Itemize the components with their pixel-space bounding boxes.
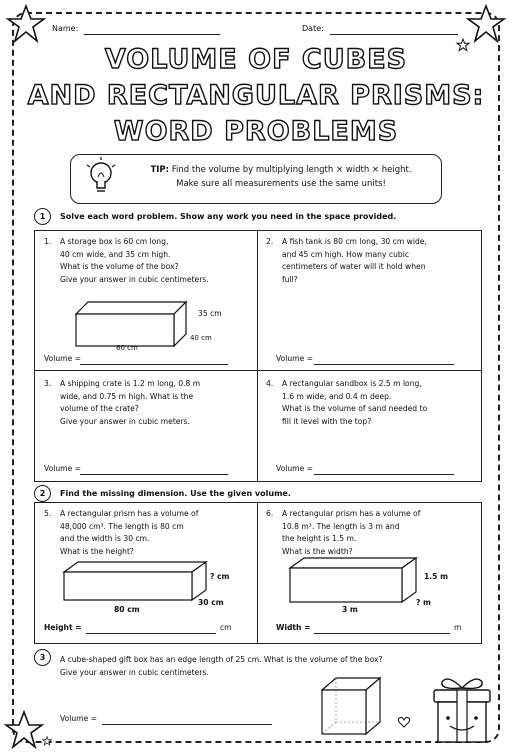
problem-text-line: What is the width? <box>282 546 353 556</box>
title-line-1: VOLUME OF CUBES <box>104 44 408 75</box>
title-line-2: AND RECTANGULAR PRISMS: <box>27 80 485 111</box>
answer-field-2[interactable] <box>314 364 454 365</box>
star-icon-top-left <box>6 4 46 44</box>
problem-2 <box>266 236 427 286</box>
grid-divider-vertical <box>257 502 258 644</box>
tip-line-2: Make sure all measurements use the same units! <box>176 179 386 189</box>
problem-text-line: Give your answer in cubic centimeters. <box>60 667 209 677</box>
star-icon-top-right <box>466 4 506 44</box>
problem-text-line: A shipping crate is 1.2 m long, 0.8 m <box>60 379 201 388</box>
answer-label: Height = <box>44 623 82 632</box>
answer-label: Volume = <box>60 714 98 723</box>
answer-field-6[interactable] <box>314 633 450 634</box>
problem-text-line: A storage box is 60 cm long, <box>60 237 169 246</box>
date-field[interactable] <box>330 34 458 35</box>
answer-field-7[interactable] <box>102 724 272 725</box>
lightbulb-icon <box>85 157 117 201</box>
dimension-width: 40 cm <box>190 334 212 342</box>
problem-text-line: What is the volume of the box? <box>60 262 179 271</box>
problem-number: 4. <box>266 379 274 388</box>
title-line-3: WORD PROBLEMS <box>113 116 399 147</box>
answer-field-5[interactable] <box>86 633 216 634</box>
tip-label: TIP: <box>150 165 170 175</box>
problem-text-line: A rectangular sandbox is 2.5 m long, <box>282 379 422 388</box>
problem-4 <box>266 378 427 428</box>
grid-divider-horizontal <box>34 370 482 371</box>
problem-text-line: and 45 cm high. How many cubic <box>282 249 409 259</box>
problem-text-line: and the width is 30 cm. <box>60 534 150 543</box>
problem-text-line: A rectangular prism has a volume of <box>60 509 199 518</box>
section-3-number: 3 <box>34 649 51 666</box>
problem-text-line: Give your answer in cubic meters. <box>60 416 190 426</box>
problem-text-line: What is the volume of sand needed to <box>282 404 428 413</box>
cube-diagram <box>322 676 384 736</box>
answer-unit: m <box>454 623 462 632</box>
section-2-number: 2 <box>34 485 51 502</box>
grid-divider-vertical <box>257 230 258 482</box>
tip-line-1: Find the volume by multiplying length × width × height. <box>171 165 412 175</box>
section-2-heading: Find the missing dimension. Use the given volume. <box>60 489 291 498</box>
answer-label: Volume = <box>44 464 82 473</box>
problem-text-line: 40 cm wide, and 35 cm high. <box>60 249 171 259</box>
problem-number: 1. <box>44 237 52 246</box>
problem-text-line: What is the height? <box>60 546 134 556</box>
problem-number: 6. <box>266 509 274 518</box>
prism-diagram-problem-5 <box>64 560 208 604</box>
problem-text-line: the height is 1.5 m. <box>282 534 357 543</box>
problem-text-line: Give your answer in cubic centimeters. <box>60 274 209 284</box>
section-1-number: 1 <box>34 208 51 225</box>
problem-text-line: 48,000 cm³. The length is 80 cm <box>60 521 184 531</box>
tip-box <box>70 154 442 204</box>
answer-label: Volume = <box>276 464 314 473</box>
gift-box-icon <box>428 672 496 744</box>
star-icon-bottom-left <box>4 710 44 750</box>
problem-text-line: A cube-shaped gift box has an edge length of 25 cm. What is the volume of the box? <box>60 655 383 664</box>
problem-text-line: 10.8 m³. The length is 3 m and <box>282 521 400 531</box>
prism-diagram-problem-1 <box>76 300 196 350</box>
problem-3 <box>44 378 200 428</box>
name-label: Name: <box>52 24 79 33</box>
problem-text-line: volume of the crate? <box>60 404 139 413</box>
problem-text-line: full? <box>282 274 298 284</box>
problem-text-line: fill it level with the top? <box>282 416 372 426</box>
problem-text-line: wide, and 0.75 m high. What is the <box>60 391 194 401</box>
dimension-length: 60 cm <box>116 344 138 352</box>
dimension-width: ? m <box>416 598 431 607</box>
problem-text-line: 1.6 m wide, and 0.4 m deep. <box>282 391 392 401</box>
problem-5 <box>44 508 198 558</box>
dimension-height: 1.5 m <box>424 572 449 581</box>
tip-text <box>131 163 431 191</box>
problem-text-line: A fish tank is 80 cm long, 30 cm wide, <box>282 237 427 246</box>
answer-field-4[interactable] <box>314 474 454 475</box>
dimension-length: 80 cm <box>114 605 140 614</box>
prism-diagram-problem-6 <box>290 556 418 606</box>
answer-label: Volume = <box>44 354 82 363</box>
answer-label: Volume = <box>276 354 314 363</box>
problem-number: 5. <box>44 509 52 518</box>
dimension-height: 35 cm <box>198 309 222 318</box>
section-1-heading: Solve each word problem. Show any work you need in the space provided. <box>60 212 397 221</box>
problem-number: 3. <box>44 379 52 388</box>
name-field[interactable] <box>84 34 220 35</box>
answer-unit: cm <box>220 623 232 632</box>
problem-text-line: centimeters of water will it hold when <box>282 262 426 271</box>
answer-field-3[interactable] <box>80 474 228 475</box>
answer-label: Width = <box>276 623 311 632</box>
problem-6 <box>266 508 420 558</box>
date-label: Date: <box>302 24 324 33</box>
star-icon-small <box>42 736 52 746</box>
problem-1 <box>44 236 209 286</box>
dimension-height: ? cm <box>210 572 230 581</box>
heart-icon <box>398 716 410 728</box>
problem-number: 2. <box>266 237 274 246</box>
dimension-width: 30 cm <box>198 598 224 607</box>
problem-text-line: A rectangular prism has a volume of <box>282 509 421 518</box>
answer-field-1[interactable] <box>80 364 228 365</box>
dimension-length: 3 m <box>342 605 358 614</box>
